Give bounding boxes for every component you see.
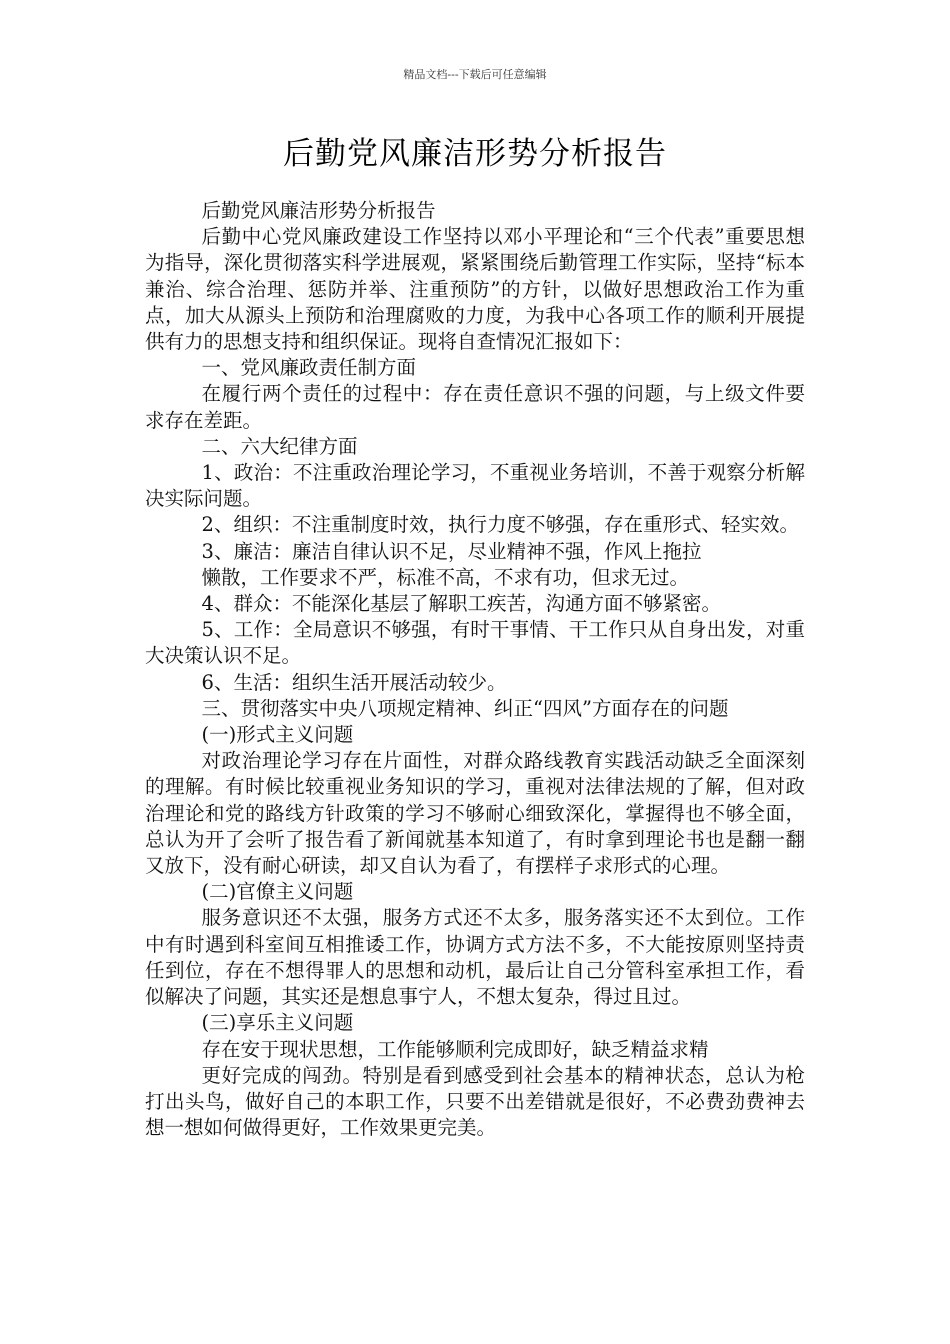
paragraph: 对政治理论学习存在片面性，对群众路线教育实践活动缺乏全面深刻的理解。有时候比较重视业务知识的学习，重视对法律法规的了解，但对政治理论和党的路线方针政策的学习不够耐心细致深化，掌握得也不够全面，总认为开了会听了报告看了新闻就基本知道了，有时拿到理论书也是翻一翻又放下，没有耐心研读，却又自认为看了，有摆样子求形式的心理。 bbox=[145, 749, 805, 878]
paragraph: 服务意识还不太强，服务方式还不太多，服务落实还不太到位。工作中有时遇到科室间互相推诿工作，协调方式方法不多，不大能按原则坚持责任到位，存在不想得罪人的思想和动机，最后让自己分管科室承担工作，看似解决了问题，其实还是想息事宁人，不想太复杂，得过且过。 bbox=[145, 906, 805, 1009]
paragraph: 5、工作：全局意识不够强，有时干事情、干工作只从自身出发，对重大决策认识不足。 bbox=[145, 618, 805, 668]
paragraph: 4、群众：不能深化基层了解职工疾苦，沟通方面不够紧密。 bbox=[201, 592, 721, 616]
subsection-heading: (二)官僚主义问题 bbox=[201, 880, 354, 904]
subsection-heading: (三)享乐主义问题 bbox=[201, 1011, 354, 1035]
document-body bbox=[145, 198, 805, 1141]
header-note: 精品文档---下载后可任意编辑 bbox=[403, 68, 547, 81]
document-title: 后勤党风廉洁形势分析报告 bbox=[283, 136, 667, 172]
paragraph: 更好完成的闯劲。特别是看到感受到社会基本的精神状态，总认为枪打出头鸟，做好自己的本职工作，只要不出差错就是很好，不必费劲费神去想一想如何做得更好，工作效果更完美。 bbox=[145, 1063, 805, 1140]
paragraph: 存在安于现状思想，工作能够顺利完成即好，缺乏精益求精 bbox=[201, 1037, 709, 1061]
paragraph: 懒散，工作要求不严，标准不高，不求有功，但求无过。 bbox=[201, 565, 690, 589]
section-heading: 二、六大纪律方面 bbox=[201, 434, 358, 458]
paragraph: 6、生活：组织生活开展活动较少。 bbox=[201, 670, 507, 694]
paragraph: 后勤党风廉洁形势分析报告 bbox=[201, 199, 436, 222]
paragraph: 3、廉洁：廉洁自律认识不足，尽业精神不强，作风上拖拉 bbox=[201, 539, 702, 563]
paragraph: 1、政治：不注重政治理论学习，不重视业务培训，不善于观察分析解决实际问题。 bbox=[145, 461, 805, 511]
section-heading: 一、党风廉政责任制方面 bbox=[201, 356, 417, 380]
paragraph: 2、组织：不注重制度时效，执行力度不够强，存在重形式、轻实效。 bbox=[201, 513, 799, 537]
subsection-heading: (一)形式主义问题 bbox=[201, 723, 354, 747]
paragraph: 后勤中心党风廉政建设工作坚持以邓小平理论和“三个代表”重要思想为指导，深化贯彻落实科学进展观，紧紧围绕后勤管理工作实际，坚持“标本兼治、综合治理、惩防并举、注重预防”的方针，以做好思想政治工作为重点，加大从源头上预防和治理腐败的力度，为我中心各项工作的顺利开展提供有力的思想支持和组织保证。现将自查情况汇报如下： bbox=[145, 225, 805, 354]
section-heading: 三、贯彻落实中央八项规定精神、纠正“四风”方面存在的问题 bbox=[201, 696, 729, 720]
paragraph: 在履行两个责任的过程中：存在责任意识不强的问题，与上级文件要求存在差距。 bbox=[145, 382, 805, 432]
